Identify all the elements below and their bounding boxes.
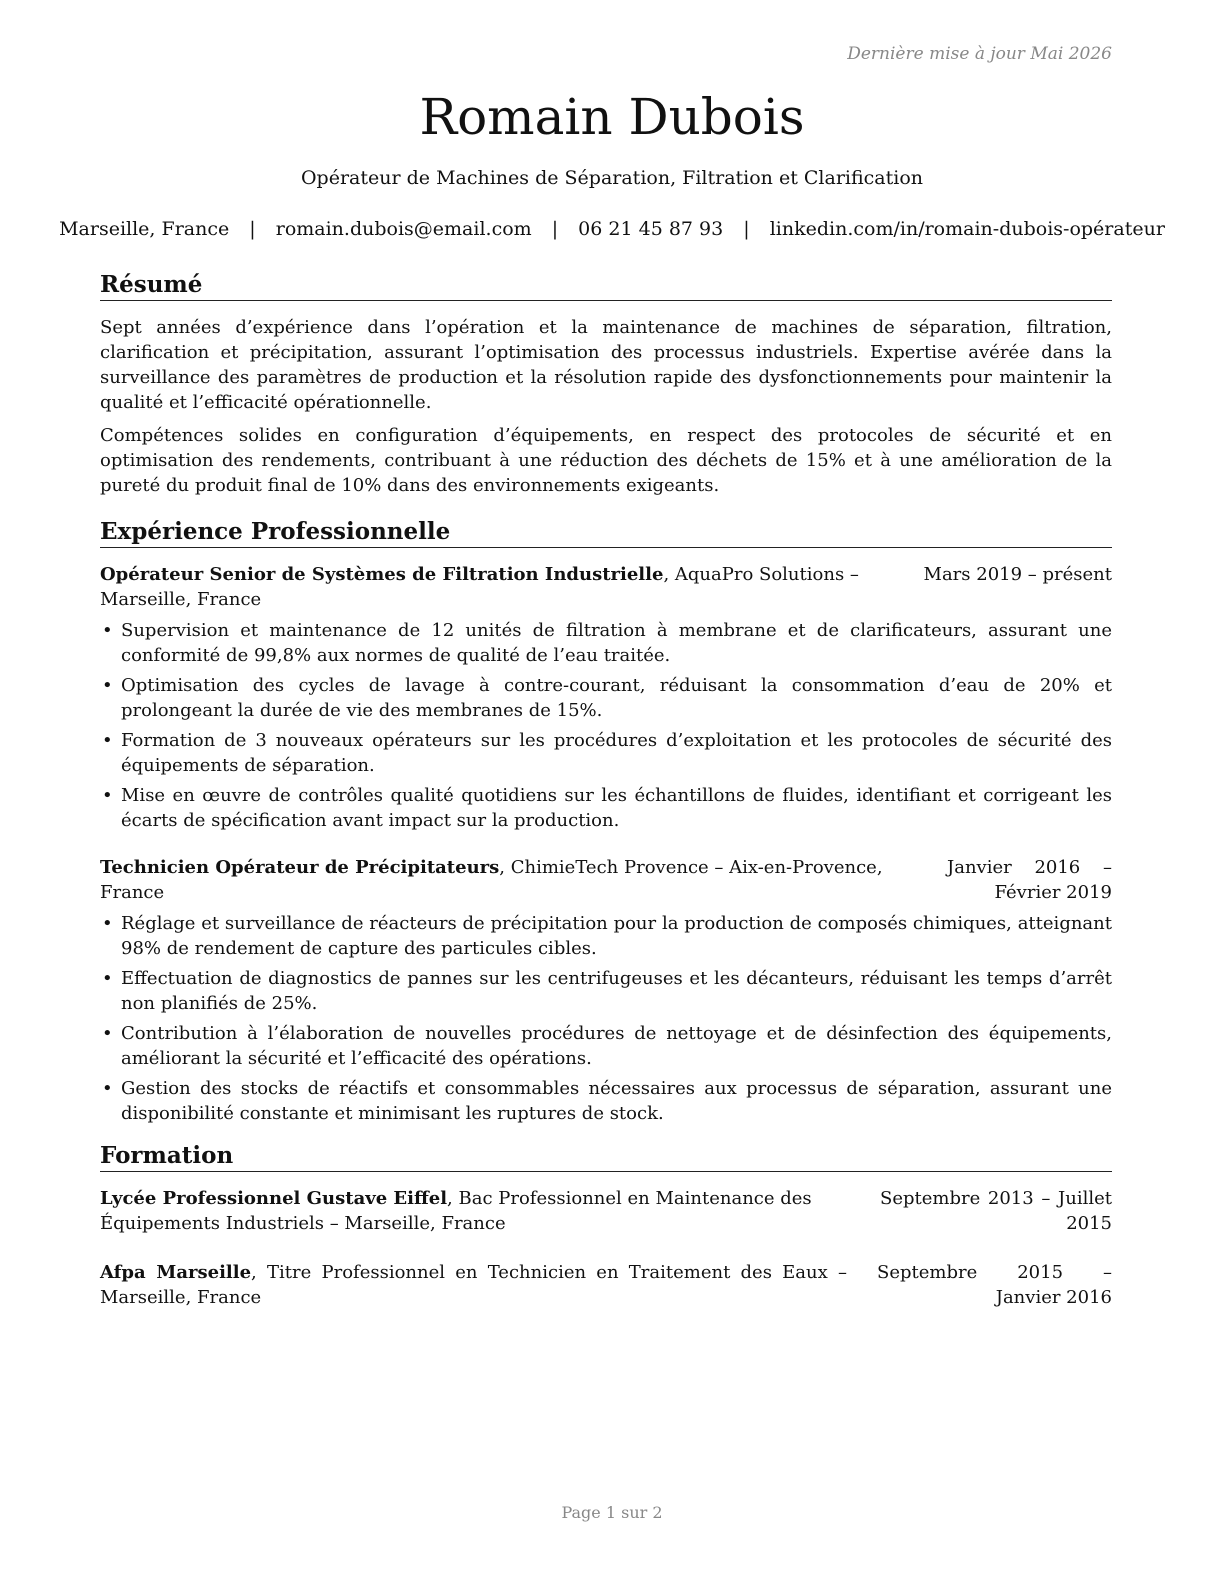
education-school-detail <box>100 1186 880 1236</box>
resume-content <box>100 271 1112 1310</box>
education-dates: Septembre 2013 – Juillet 2015 <box>880 1188 1112 1234</box>
list-item: • Effectuation de diagnostics de pannes sur les centrifugeuses et les décanteurs, réduisant les temps d’arrêt non planifiés de 25%. <box>100 966 1112 1016</box>
contact-line <box>0 218 1224 240</box>
list-item: • Contribution à l’élaboration de nouvelles procédures de nettoyage et de désinfection des équipements, améliorant la sécurité et l’efficacité des opérations. <box>100 1021 1112 1071</box>
list-item: • Réglage et surveillance de réacteurs de précipitation pour la production de composés chimiques, atteignant 98% de rendement de capture des particules cibles. <box>100 911 1112 961</box>
education-detail: , Bac Professionnel en Maintenance des Équipements Industriels – Marseille, France <box>100 1188 812 1234</box>
summary-paragraph: Sept années d’expérience dans l’opération et la maintenance de machines de séparation, filtration, clarification et précipitation, assurant l’optimisation des processus industriels. Expertise avérée dans la surveillance des paramètres de production et la résolution rapide des dysfonctionnements pour maintenir la qualité et l’efficacité opérationnelle. <box>100 317 1112 413</box>
job-title: Opérateur de Machines de Séparation, Filtration et Clarification <box>300 167 924 189</box>
education-detail: , Titre Professionnel en Technicien en Traitement des Eaux – Marseille, France <box>100 1262 848 1308</box>
contact-separator: | <box>743 218 750 240</box>
job-bullets <box>100 618 1112 833</box>
contact-email[interactable]: romain.dubois@email.com <box>275 218 532 240</box>
contact-separator: | <box>551 218 559 240</box>
summary-section <box>100 271 1112 498</box>
job-company: , AquaPro Solutions – Marseille, France <box>100 564 859 610</box>
page-number: Page 1 sur 2 <box>561 1503 663 1522</box>
education-entry <box>100 1186 1112 1236</box>
job-role-company <box>100 855 947 905</box>
list-item: • Mise en œuvre de contrôles qualité quotidiens sur les échantillons de fluides, identifiant et corrigeant les écarts de spécification avant impact sur la production. <box>100 783 1112 833</box>
candidate-name: Romain Dubois <box>419 88 805 146</box>
list-item: • Gestion des stocks de réactifs et consommables nécessaires aux processus de séparation, assurant une disponibilité constante et minimisant les ruptures de stock. <box>100 1076 1112 1126</box>
education-school: Lycée Professionnel Gustave Eiffel <box>100 1188 448 1209</box>
education-heading: Formation <box>100 1142 1112 1172</box>
job-entry <box>100 562 1112 833</box>
job-header <box>100 562 1112 612</box>
summary-heading: Résumé <box>100 271 1112 301</box>
list-item: • Supervision et maintenance de 12 unités de filtration à membrane et de clarificateurs, assurant une conformité de 99,8% aux normes de qualité de l’eau traitée. <box>100 618 1112 668</box>
experience-heading: Expérience Professionnelle <box>100 518 1112 548</box>
job-bullets <box>100 911 1112 1126</box>
education-entry <box>100 1260 1112 1310</box>
job-header <box>100 855 1112 905</box>
experience-section <box>100 518 1112 1126</box>
last-updated: Dernière mise à jour Mai 2026 <box>847 44 1112 64</box>
contact-phone: 06 21 45 87 93 <box>578 218 724 240</box>
job-role: Opérateur Senior de Systèmes de Filtration Industrielle <box>100 564 664 585</box>
education-school: Afpa Marseille <box>100 1262 252 1283</box>
summary-paragraph: Compétences solides en configuration d’équipements, en respect des protocoles de sécurité et en optimisation des rendements, contribuant à une réduction des déchets de 15% et à une amélioration de la pureté du produit final de 10% dans des environnements exigeants. <box>100 425 1112 496</box>
list-item: • Formation de 3 nouveaux opérateurs sur les procédures d’exploitation et les protocoles de sécurité des équipements de séparation. <box>100 728 1112 778</box>
job-dates: Janvier 2016 – Février 2019 <box>947 857 1112 903</box>
contact-separator: | <box>249 218 256 240</box>
job-company: , ChimieTech Provence – Aix-en-Provence, France <box>100 857 883 903</box>
contact-linkedin[interactable]: linkedin.com/in/romain-dubois-opérateur <box>769 218 1165 240</box>
job-role-company <box>100 562 924 612</box>
education-section <box>100 1142 1112 1310</box>
job-role: Technicien Opérateur de Précipitateurs <box>100 857 500 878</box>
education-school-detail <box>100 1260 877 1310</box>
list-item: • Optimisation des cycles de lavage à contre-courant, réduisant la consommation d’eau de 20% et prolongeant la durée de vie des membranes de 15%. <box>100 673 1112 723</box>
contact-location: Marseille, France <box>59 218 230 240</box>
job-dates: Mars 2019 – présent <box>923 564 1112 585</box>
job-entry <box>100 855 1112 1126</box>
education-dates: Septembre 2015 – Janvier 2016 <box>877 1262 1112 1308</box>
